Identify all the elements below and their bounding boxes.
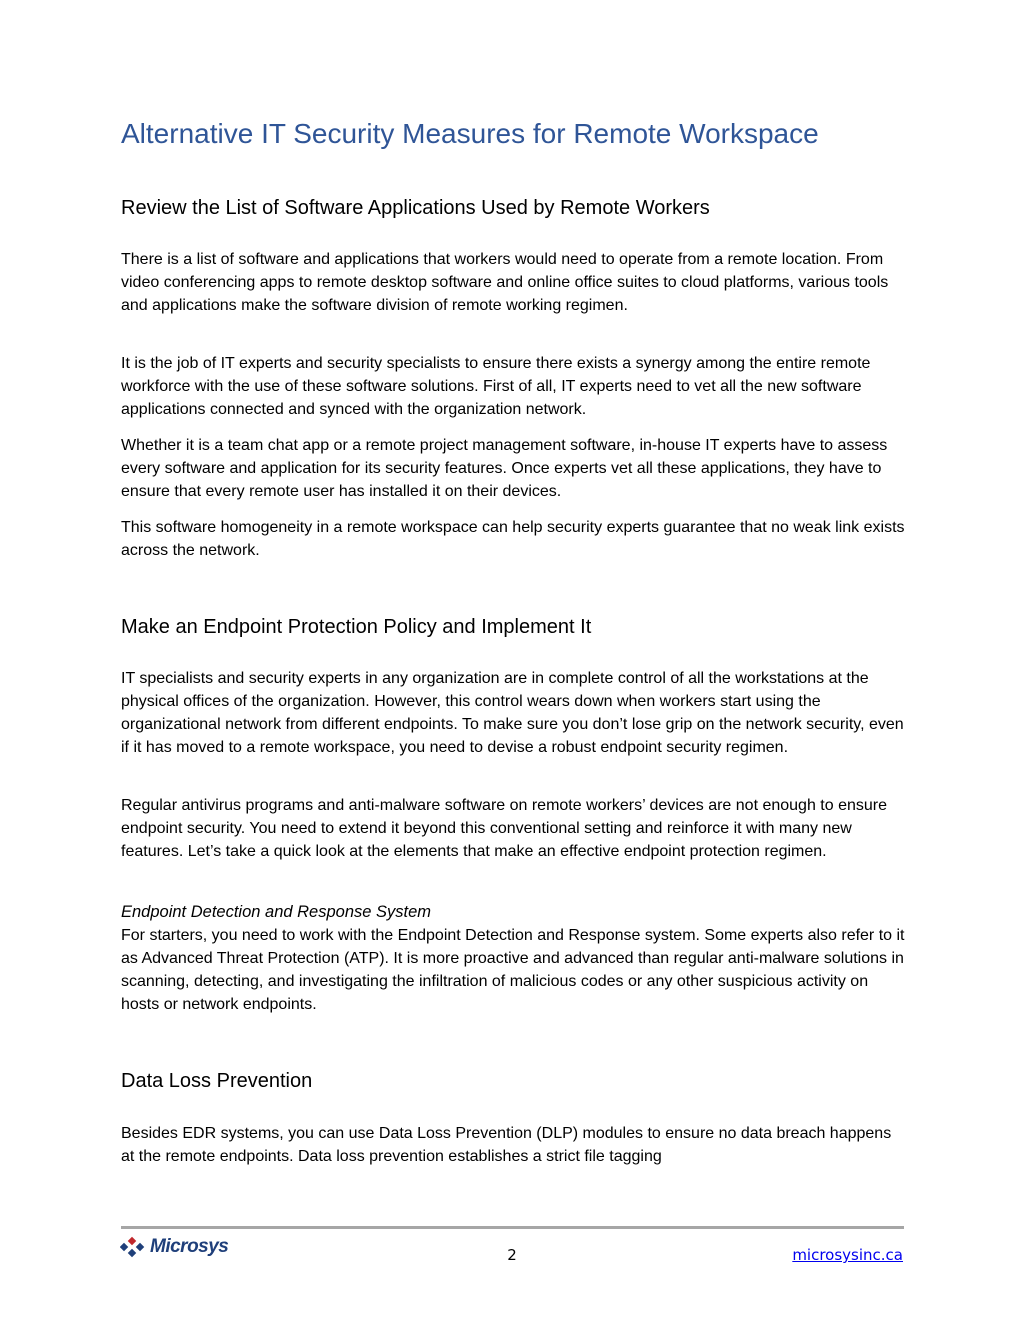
footer-divider: [121, 1226, 904, 1229]
paragraph: Whether it is a team chat app or a remote project management software, in-house IT experts have to assess every software and application for its security features. Once experts vet all these applications, they have to ensure that every remote user has installed it on their devices.: [121, 437, 888, 500]
paragraph: Besides EDR systems, you can use Data Loss Prevention (DLP) modules to ensure no data breach happens at the remote endpoints. Data loss prevention establishes a strict file tagging: [121, 1125, 892, 1165]
paragraph: It is the job of IT experts and security specialists to ensure there exists a synergy among the entire remote workforce with the use of these software solutions. First of all, IT experts need to vet all the new software applications connected and synced with the organization network.: [121, 355, 871, 418]
paragraph: There is a list of software and applications that workers would need to operate from a remote location. From video conferencing apps to remote desktop software and online office suites to cloud platforms, various tools and applications make the software division of remote working regimen.: [121, 251, 889, 314]
paragraph: Regular antivirus programs and anti-malware software on remote workers’ devices are not enough to ensure endpoint security. You need to extend it beyond this conventional setting and reinforce it with many new features. Let’s take a quick look at the elements that make an effective endpoint protection regimen.: [121, 797, 888, 860]
section-heading-data-loss-prevention: Data Loss Prevention: [121, 1070, 313, 1092]
section-heading-endpoint-protection: Make an Endpoint Protection Policy and Implement It: [121, 616, 592, 638]
company-logo: [120, 1233, 228, 1261]
document-page: [121, 0, 905, 1325]
website-link[interactable]: microsysinc.ca: [792, 1246, 903, 1264]
page-number: 2: [507, 1246, 517, 1264]
paragraph: For starters, you need to work with the Endpoint Detection and Response system. Some experts also refer to it as Advanced Threat Protection (ATP). It is more proactive and advanced than regular anti-malware solutions in scanning, detecting, and investigating the infiltration of malicious codes or any other suspicious activity on hosts or network endpoints.: [121, 927, 905, 1013]
subsection-heading-edr: Endpoint Detection and Response System: [121, 903, 432, 921]
paragraph: IT specialists and security experts in any organization are in complete control of all the workstations at the physical offices of the organization. However, this control wears down when workers start using the organizational network from different endpoints. To make sure you don’t lose grip on the network security, even if it has moved to a remote workspace, you need to devise a robust endpoint security regimen.: [121, 670, 904, 756]
logo-wordmark: Microsys: [150, 1236, 229, 1257]
paragraph: This software homogeneity in a remote workspace can help security experts guarantee that no weak link exists across the network.: [121, 519, 905, 559]
document-title: Alternative IT Security Measures for Remote Workspace: [121, 118, 819, 149]
logo-diamonds-icon: [120, 1236, 146, 1258]
section-heading-software-review: Review the List of Software Applications Used by Remote Workers: [121, 197, 710, 219]
